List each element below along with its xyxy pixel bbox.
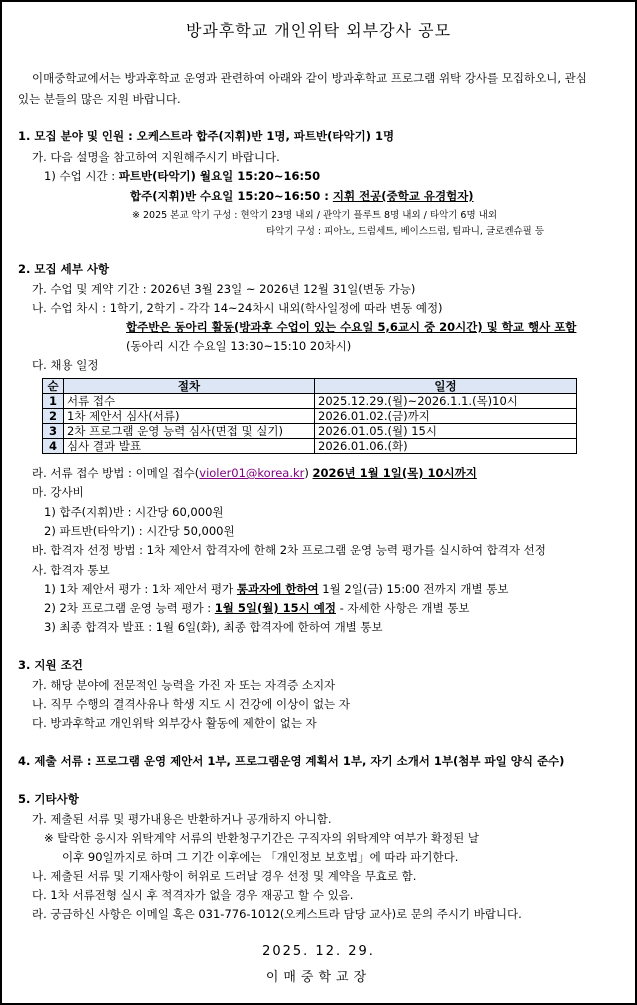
row-no: 4 bbox=[43, 439, 64, 454]
header-step: 절차 bbox=[64, 379, 315, 394]
row-no: 3 bbox=[43, 424, 64, 439]
submission-close: ) bbox=[304, 466, 313, 480]
notify-2-post: - 자세한 사항은 개별 통보 bbox=[335, 601, 470, 615]
table-row bbox=[43, 409, 577, 424]
row-date: 2026.01.02.(금)까지 bbox=[315, 409, 577, 424]
section-1-heading: 1. 모집 분야 및 인원 : 오케스트라 합주(지휘)반 1명, 파트반(타악기) 1명 bbox=[18, 129, 395, 143]
table-header-row bbox=[43, 379, 577, 394]
section-4-heading: 4. 제출 서류 : 프로그램 운영 제안서 1부, 프로그램운영 계획서 1부, 자기 소개서 1부(첨부 파일 양식 준수) bbox=[18, 754, 565, 768]
section-5-note-2: 이후 90일까지로 하며 그 기간 이후에는 「개인정보 보호법」에 따라 파기한다. bbox=[62, 850, 459, 864]
section-3-ga: 가. 해당 분야에 전문적인 능력을 가진 자 또는 자격증 소지자 bbox=[32, 678, 336, 692]
notify-1 bbox=[44, 581, 508, 597]
signature: 이매중학교장 bbox=[265, 970, 372, 985]
section-2-ba: 바. 합격자 선정 방법 : 1차 제안서 합격자에 한해 2차 프로그램 운영 능력 평가를 실시하여 합격자 선정 bbox=[32, 543, 546, 557]
section-5-ga: 가. 제출된 서류 및 평가내용은 반환하거나 공개하지 아니함. bbox=[32, 812, 332, 826]
section-1-ga: 가. 다음 설명을 참고하여 지원해주시기 바랍니다. bbox=[32, 150, 280, 164]
section-2-heading: 2. 모집 세부 사항 bbox=[18, 262, 110, 276]
section-3-na: 나. 직무 수행의 결격사유나 학생 지도 시 건강에 이상이 없는 자 bbox=[32, 697, 350, 711]
section-5-da: 다. 1차 서류전형 실시 후 적격자가 없을 경우 재공고 할 수 있음. bbox=[32, 888, 354, 902]
row-date: 2026.01.05.(월) 15시 bbox=[315, 424, 577, 439]
section-1-class-time bbox=[44, 168, 320, 184]
row-step: 심사 결과 발표 bbox=[64, 439, 315, 454]
row-date: 2025.12.29.(월)~2026.1.1.(목)10시 bbox=[315, 394, 577, 409]
table-row bbox=[43, 424, 577, 439]
class-time-part: 파트반(타악기) 월요일 15:20~16:50 bbox=[118, 169, 321, 183]
fee-part: 2) 파트반(타악기) : 시간당 50,000원 bbox=[44, 524, 235, 538]
section-2-da: 다. 채용 일정 bbox=[32, 358, 99, 372]
notify-1-bold: 통과자에 한하여 bbox=[236, 582, 319, 596]
notify-1-pre: 1) 1차 제안서 평가 : 1차 제안서 평가 bbox=[44, 582, 237, 596]
submission-deadline: 2026년 1월 1일(목) 10시까지 bbox=[312, 466, 477, 480]
email-link[interactable]: violer01@korea.kr bbox=[199, 466, 305, 480]
instrument-note-1: ※ 2025 본교 악기 구성 : 현악기 23명 내외 / 관악기 플루트 8명 내외 / 타악기 6명 내외 bbox=[132, 210, 498, 221]
document-date: 2025. 12. 29. bbox=[262, 944, 375, 959]
page-title: 방과후학교 개인위탁 외부강사 공모 bbox=[185, 21, 452, 40]
section-5-na: 나. 제출된 서류 및 기재사항이 허위로 드러날 경우 선정 및 계약을 무효로 함. bbox=[32, 869, 417, 883]
header-no: 순 bbox=[43, 379, 64, 394]
row-step: 1차 제안서 심사(서류) bbox=[64, 409, 315, 424]
row-no: 1 bbox=[43, 394, 64, 409]
row-step: 2차 프로그램 운영 능력 심사(면접 및 실기) bbox=[64, 424, 315, 439]
section-3-heading: 3. 지원 조건 bbox=[18, 658, 83, 672]
notify-2 bbox=[44, 600, 470, 616]
notify-2-bold: 1월 5일(월) 15시 예정 bbox=[214, 601, 336, 615]
section-2-ra bbox=[32, 465, 477, 481]
notify-1-post: 1월 2일(금) 15:00 전까지 개별 통보 bbox=[318, 582, 509, 596]
ensemble-requirement: 지휘 전공(중학교 유경험자) bbox=[332, 189, 474, 203]
section-2-ga: 가. 수업 및 계약 기간 : 2026년 3월 23일 ~ 2026년 12월 31일(변동 가능) bbox=[32, 282, 416, 296]
row-date: 2026.01.06.(화) bbox=[315, 439, 577, 454]
section-1-ensemble-time bbox=[130, 188, 474, 204]
row-no: 2 bbox=[43, 409, 64, 424]
table-row bbox=[43, 394, 577, 409]
intro-line-2: 있는 분들의 많은 지원 바랍니다. bbox=[18, 92, 181, 106]
section-3-da: 다. 방과후학교 개인위탁 외부강사 활동에 제한이 없는 자 bbox=[32, 716, 317, 730]
section-2-na-bold: 합주반은 동아리 활동(방과후 수업이 있는 수요일 5,6교시 중 20시간) 및 학교 행사 포함 bbox=[126, 320, 577, 334]
section-5-heading: 5. 기타사항 bbox=[18, 792, 79, 806]
table-row bbox=[43, 439, 577, 454]
intro-line-1: 이매중학교에서는 방과후학교 운영과 관련하여 아래와 같이 방과후학교 프로그램 위탁 강사를 모집하오니, 관심 bbox=[32, 71, 587, 85]
section-2-sa: 사. 합격자 통보 bbox=[32, 563, 110, 577]
section-2-na-sub: (동아리 시간 수요일 13:30~15:10 20차시) bbox=[126, 339, 352, 353]
section-5-note-1: ※ 탈락한 응시자 위탁계약 서류의 반환청구기간은 구직자의 위탁계약 여부가 확정된 날 bbox=[44, 831, 480, 845]
notify-3: 3) 최종 합격자 발표 : 1월 6일(화), 최종 합격자에 한하여 개별 통보 bbox=[44, 620, 383, 634]
section-5-ra: 라. 궁금하신 사항은 이메일 혹은 031-776-1012(오케스트라 담당 교사)로 문의 주시기 바랍니다. bbox=[32, 907, 522, 921]
schedule-table bbox=[42, 378, 577, 454]
fee-ensemble: 1) 합주(지휘)반 : 시간당 60,000원 bbox=[44, 505, 224, 519]
instrument-note-2: 타악기 구성 : 피아노, 드럼세트, 베이스드럼, 팀파니, 글로켄슈필 등 bbox=[266, 226, 545, 237]
section-2-ma: 마. 강사비 bbox=[32, 485, 84, 499]
row-step: 서류 접수 bbox=[64, 394, 315, 409]
section-2-na: 나. 수업 차시 : 1학기, 2학기 - 각각 14~24차시 내외(학사일정에 따라 변동 예정) bbox=[32, 301, 443, 315]
header-date: 일정 bbox=[315, 379, 577, 394]
class-time-label: 1) 수업 시간 : bbox=[44, 169, 119, 183]
notify-2-pre: 2) 2차 프로그램 운영 능력 평가 : bbox=[44, 601, 215, 615]
ensemble-time: 합주(지휘)반 수요일 15:20~16:50 : bbox=[130, 189, 333, 203]
submission-label: 라. 서류 접수 방법 : 이메일 접수( bbox=[32, 466, 200, 480]
